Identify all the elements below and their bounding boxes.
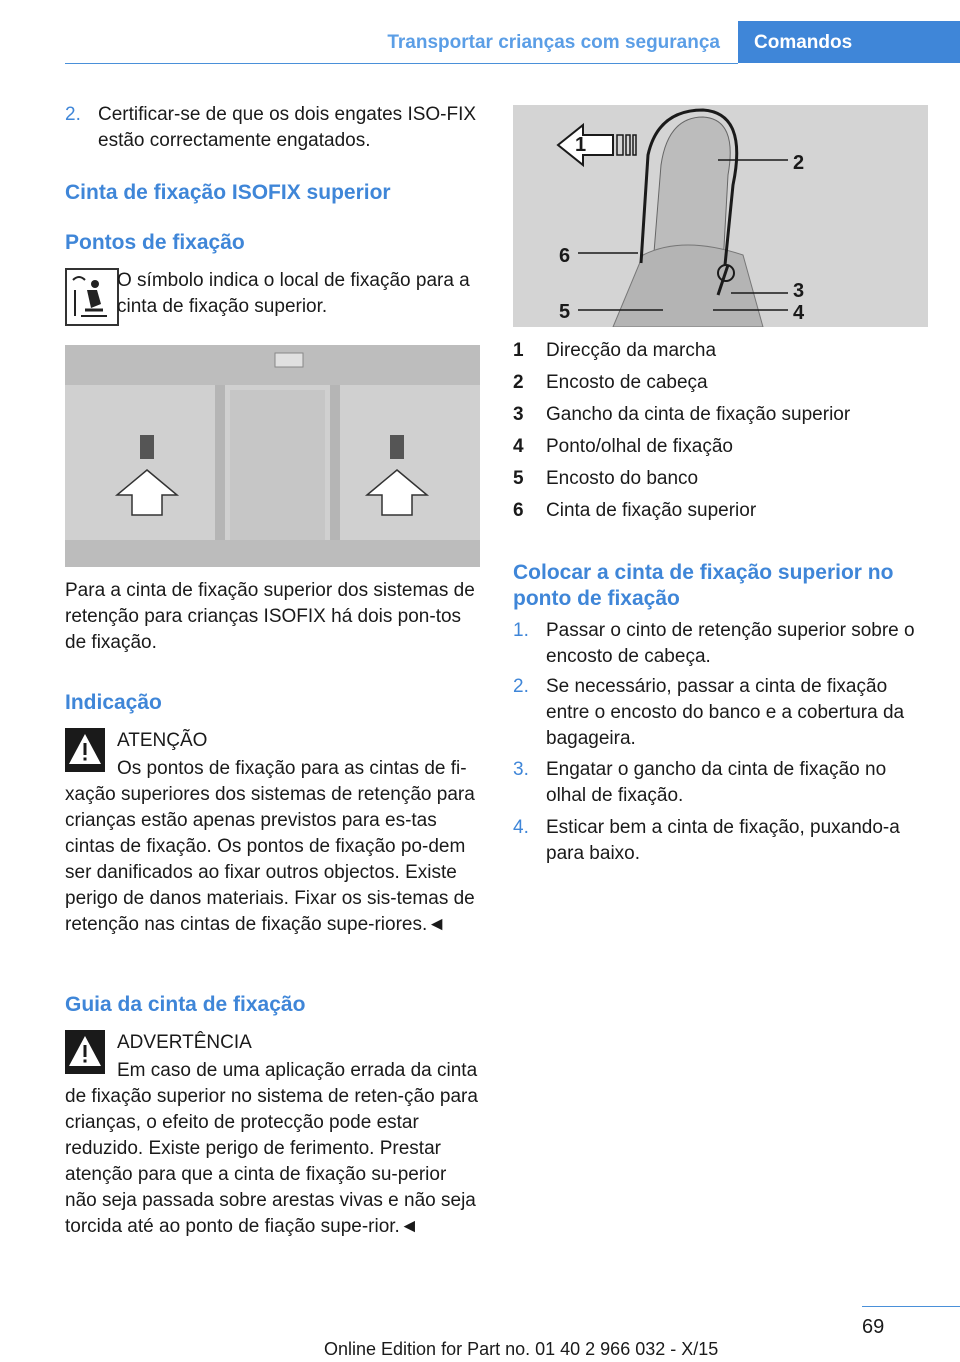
step-text: Esticar bem a cinta de fixação, puxando-a para baixo.	[546, 817, 900, 864]
legend-text: Gancho da cinta de fixação superior	[546, 404, 851, 425]
heading-note: Indicação	[65, 691, 162, 714]
step-number: 4.	[513, 817, 529, 838]
warning-1-text: Os pontos de fixação para as cintas de fi-xação superiores dos sistemas de retenção para crianças estão apenas previstos para es-tas cintas de fixação. Os pontos de fixação po-dem ser danificados ao fixar outros objectos. Existe perigo de danos materiais. Fixar os sis-temas de retenção nas cintas de fixação supe-riores.◄	[65, 758, 475, 935]
legend-number: 3	[513, 404, 524, 425]
legend-text: Ponto/olhal de fixação	[546, 436, 733, 457]
callout-3: 3	[793, 280, 805, 302]
callout-2: 2	[793, 152, 805, 174]
legend-number: 1	[513, 340, 524, 361]
warning-2-text: Em caso de uma aplicação errada da cinta de fixação superior no sistema de reten-ção para crianças, o efeito de protecção pode estar reduzido. Existe perigo de ferimento. Prestar atenção para que a cinta de fixação su-perior não seja passada sobre arestas vivas e não seja torcida até ao ponto de fiação supe-rior.◄	[65, 1060, 478, 1237]
step-number: 1.	[513, 620, 529, 641]
legend-text: Cinta de fixação superior	[546, 500, 757, 521]
legend-number: 2	[513, 372, 524, 393]
paragraph-anchor-points: Para a cinta de fixação superior dos sistemas de retenção para crianças ISOFIX há dois pon-tos de fixação.	[65, 580, 475, 653]
step-text: Engatar o gancho da cinta de fixação no olhal de fixação.	[546, 759, 887, 806]
page-number: 69	[862, 1316, 885, 1338]
legend-text: Direcção da marcha	[546, 340, 717, 361]
footer-edition: Online Edition for Part no. 01 40 2 966 032 - X/15	[324, 1339, 719, 1359]
heading-strap-guide: Guia da cinta de fixação	[65, 993, 306, 1016]
callout-6: 6	[559, 245, 571, 267]
callout-1: 1	[575, 134, 587, 156]
anchor-points-photo	[65, 345, 480, 567]
step-text: Passar o cinto de retenção superior sobre o encosto de cabeça.	[546, 620, 915, 667]
step-text: Se necessário, passar a cinta de fixação entre o encosto do banco e a cobertura da bagageira.	[546, 676, 905, 749]
warning-2-title: ADVERTÊNCIA	[117, 1032, 252, 1053]
header-rule	[65, 63, 738, 64]
header-section-title: Transportar crianças com segurança	[387, 32, 720, 53]
legend-number: 4	[513, 436, 524, 457]
heading-isofix-top-tether: Cinta de fixação ISOFIX superior	[65, 181, 391, 204]
legend-text: Encosto do banco	[546, 468, 699, 489]
step-number: 2.	[513, 676, 529, 697]
heading-attach-strap: Colocar a cinta de fixação superior no ponto de fixação	[513, 561, 894, 610]
step-text: Certificar-se de que os dois engates ISO-FIX estão correctamente engatados.	[98, 104, 477, 151]
legend-number: 5	[513, 468, 524, 489]
callout-4: 4	[793, 302, 805, 324]
symbol-description: O símbolo indica o local de fixação para a cinta de fixação superior.	[117, 270, 470, 317]
step-number: 3.	[513, 759, 529, 780]
warning-1-title: ATENÇÃO	[117, 730, 208, 751]
legend-text: Encosto de cabeça	[546, 372, 708, 393]
footer-rule	[862, 1306, 960, 1307]
headrest-tether-diagram	[513, 105, 928, 327]
heading-anchor-points: Pontos de fixação	[65, 231, 245, 254]
legend-number: 6	[513, 500, 524, 521]
tether-anchor-symbol-icon	[65, 268, 119, 326]
callout-5: 5	[559, 301, 571, 323]
step-number: 2.	[65, 104, 81, 125]
header-chapter-tab: Comandos	[738, 21, 960, 63]
